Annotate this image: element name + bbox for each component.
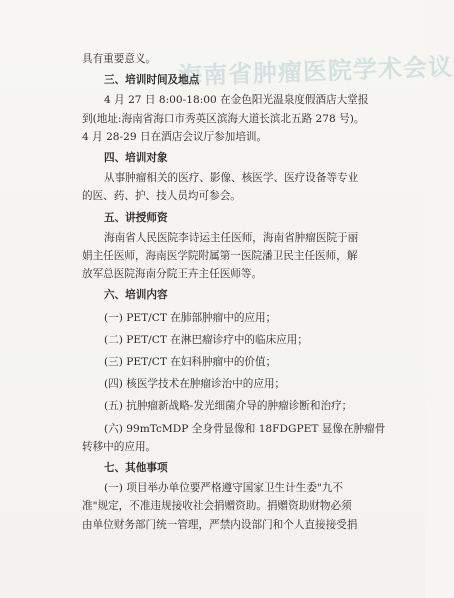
section-heading-content: 六、培训内容 bbox=[104, 289, 168, 302]
watermark-stamp: 海南省肿瘤医院学术会议 bbox=[177, 52, 454, 91]
text-line: 海南省人民医院李诗运主任医师，海南省肿瘤医院于丽 bbox=[104, 231, 359, 244]
section-heading-faculty: 五、讲授师资 bbox=[104, 211, 168, 224]
text-line: 到(地址:海南省海口市秀英区滨海大道长滨北五路 278 号)。 bbox=[82, 112, 365, 125]
text-line: (一) 项目举办单位要严格遵守国家卫生计生委"九不 bbox=[104, 482, 343, 495]
text-line: 准"规定，不准违规接收社会捐赠资助。捐赠资助财物必须 bbox=[82, 500, 352, 513]
content-item: (六) 99mTcMDP 全身骨显像和 18FDGPET 显像在肿瘤骨 bbox=[104, 422, 386, 435]
content-item: (五) 抗肿瘤新战略-发光细菌介导的肿瘤诊断和治疗； bbox=[104, 400, 353, 413]
content-item: (四) 核医学技术在肿瘤诊治中的应用； bbox=[104, 378, 286, 391]
content-item: (二) PET/CT 在淋巴瘤诊疗中的临床应用； bbox=[104, 333, 308, 346]
text-line: 具有重要意义。 bbox=[82, 53, 157, 65]
text-line: 的医、药、护、技人员均可参会。 bbox=[82, 190, 241, 203]
text-line: 4 月 28-29 日在酒店会议厅参加培训。 bbox=[82, 130, 268, 143]
content-item: (一) PET/CT 在肺部肿瘤中的应用； bbox=[104, 311, 277, 324]
document-body bbox=[82, 50, 412, 534]
section-heading-audience: 四、培训对象 bbox=[104, 152, 168, 165]
text-line: 娟主任医师，海南医学院附属第一医院潘卫民主任医师，解 bbox=[82, 250, 358, 263]
section-heading-other: 七、其他事项 bbox=[104, 462, 168, 475]
text-line: 转移中的应用。 bbox=[82, 440, 157, 453]
text-line: 由单位财务部门统一管理，严禁内设部门和个人直接接受捐 bbox=[82, 518, 358, 531]
text-line: 从事肿瘤相关的医疗、影像、核医学、医疗设备等专业 bbox=[104, 172, 359, 185]
section-heading-time-place: 三、培训时间及地点 bbox=[104, 74, 200, 87]
text-line: 4 月 27 日 8:00-18:00 在金色阳光温泉度假酒店大堂报 bbox=[104, 94, 369, 107]
content-item: (三) PET/CT 在妇科肿瘤中的价值； bbox=[104, 356, 277, 369]
text-line: 放军总医院海南分院王卉主任医师等。 bbox=[82, 268, 263, 281]
